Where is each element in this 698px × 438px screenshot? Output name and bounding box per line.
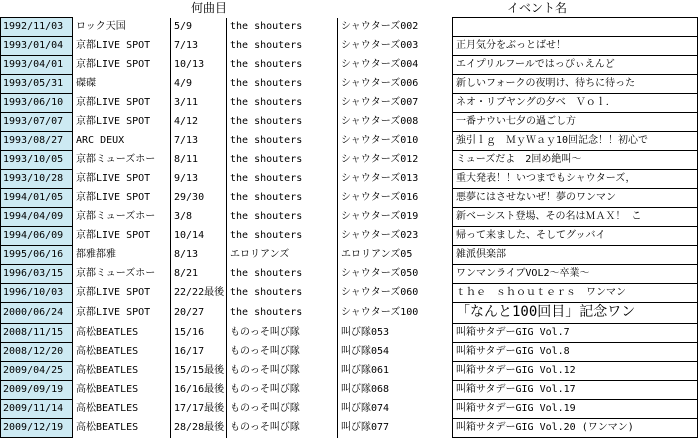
song-number-cell: 7/13	[171, 132, 227, 151]
song-count-header: 何曲目	[191, 1, 228, 15]
table-row	[1, 265, 698, 284]
venue-cell: 都雅都雅	[73, 246, 171, 265]
show-code-cell: シャウターズ008	[338, 113, 453, 132]
table-row	[1, 343, 698, 362]
artist-cell: ものっそ叫び隊	[227, 324, 338, 343]
table-row	[1, 56, 698, 75]
table-row	[1, 303, 698, 324]
artist-cell: the shouters	[227, 227, 338, 246]
date-cell: 1993/06/10	[1, 94, 73, 113]
venue-cell: ロック天国	[73, 18, 171, 37]
artist-cell: ものっそ叫び隊	[227, 400, 338, 419]
table-row	[1, 113, 698, 132]
table-row	[1, 132, 698, 151]
song-number-cell: 4/12	[171, 113, 227, 132]
show-code-cell: 叫び隊061	[338, 362, 453, 381]
event-name-cell: 正月気分をぶっとばせ！	[453, 37, 698, 56]
song-number-cell: 9/13	[171, 170, 227, 189]
show-code-cell: シャウターズ060	[338, 284, 453, 303]
date-cell: 1994/06/09	[1, 227, 73, 246]
song-number-cell: 4/9	[171, 75, 227, 94]
venue-cell: 京都LIVE SPOT	[73, 284, 171, 303]
show-code-cell: シャウターズ012	[338, 151, 453, 170]
event-name-cell	[453, 303, 698, 324]
table-row	[1, 208, 698, 227]
venue-cell: 京都LIVE SPOT	[73, 189, 171, 208]
artist-cell: the shouters	[227, 132, 338, 151]
song-number-cell: 8/13	[171, 246, 227, 265]
song-number-cell: 29/30	[171, 189, 227, 208]
event-header: イベント名	[507, 1, 568, 15]
table-row	[1, 189, 698, 208]
show-code-cell: シャウターズ004	[338, 56, 453, 75]
song-number-cell: 7/13	[171, 37, 227, 56]
show-code-cell: シャウターズ010	[338, 132, 453, 151]
event-name-cell: 一番ナウい七夕の過ごし方	[453, 113, 698, 132]
artist-cell: the shouters	[227, 151, 338, 170]
venue-cell: 京都ミューズホー	[73, 208, 171, 227]
date-cell: 2009/04/25	[1, 362, 73, 381]
song-number-cell: 28/28最後	[171, 419, 227, 438]
date-cell: 1993/04/01	[1, 56, 73, 75]
song-number-cell: 10/14	[171, 227, 227, 246]
date-cell: 2009/11/14	[1, 400, 73, 419]
table-body	[1, 18, 698, 438]
show-code-cell: シャウターズ023	[338, 227, 453, 246]
date-cell: 1993/05/31	[1, 75, 73, 94]
venue-cell: 京都LIVE SPOT	[73, 170, 171, 189]
show-code-cell: シャウターズ006	[338, 75, 453, 94]
artist-cell: the shouters	[227, 265, 338, 284]
show-code-cell: シャウターズ002	[338, 18, 453, 37]
table-row	[1, 151, 698, 170]
venue-cell: 京都LIVE SPOT	[73, 227, 171, 246]
venue-cell: 京都LIVE SPOT	[73, 303, 171, 324]
date-cell: 2008/12/20	[1, 343, 73, 362]
venue-cell: 京都ミューズホー	[73, 265, 171, 284]
table-row	[1, 324, 698, 343]
artist-cell: the shouters	[227, 208, 338, 227]
live-history-table	[0, 17, 698, 438]
artist-cell: the shouters	[227, 18, 338, 37]
event-name-cell: 雑派倶楽部	[453, 246, 698, 265]
event-name-cell: ｔｈｅ ｓｈｏｕｔｅｒｓ ワンマン	[453, 284, 698, 303]
date-cell: 1993/10/05	[1, 151, 73, 170]
song-number-cell: 3/8	[171, 208, 227, 227]
show-code-cell: 叫び隊068	[338, 381, 453, 400]
table-row	[1, 419, 698, 438]
song-number-cell: 17/17最後	[171, 400, 227, 419]
show-code-cell: シャウターズ016	[338, 189, 453, 208]
show-code-cell: シャウターズ003	[338, 37, 453, 56]
event-name-cell: ミューズだよ 2回め絶叫～	[453, 151, 698, 170]
table-row	[1, 75, 698, 94]
date-cell: 1995/06/16	[1, 246, 73, 265]
artist-cell: ものっそ叫び隊	[227, 343, 338, 362]
venue-cell: 高松BEATLES	[73, 400, 171, 419]
show-code-cell: 叫び隊077	[338, 419, 453, 438]
song-number-cell: 10/13	[171, 56, 227, 75]
event-name-cell: 重大発表！！いつまでもシャウターズ，	[453, 170, 698, 189]
venue-cell: 高松BEATLES	[73, 419, 171, 438]
table-row	[1, 400, 698, 419]
date-cell: 2000/06/24	[1, 303, 73, 324]
song-number-cell: 5/9	[171, 18, 227, 37]
venue-cell: 京都LIVE SPOT	[73, 94, 171, 113]
artist-cell: the shouters	[227, 189, 338, 208]
song-number-cell: 15/15最後	[171, 362, 227, 381]
show-code-cell: シャウターズ050	[338, 265, 453, 284]
table-row	[1, 227, 698, 246]
venue-cell: 高松BEATLES	[73, 362, 171, 381]
artist-cell: the shouters	[227, 170, 338, 189]
artist-cell: ものっそ叫び隊	[227, 419, 338, 438]
event-name-cell: 叫箱サタデーGIG Vol.8	[453, 343, 698, 362]
event-name-cell: 悪夢にはさせないぜ！夢のワンマン	[453, 189, 698, 208]
table-row	[1, 284, 698, 303]
event-name-cell: ワンマンライブVOL2～卒業～	[453, 265, 698, 284]
venue-cell: 高松BEATLES	[73, 343, 171, 362]
event-name-cell: 叫箱サタデーGIG Vol.12	[453, 362, 698, 381]
artist-cell: ものっそ叫び隊	[227, 362, 338, 381]
artist-cell: the shouters	[227, 94, 338, 113]
venue-cell: 磔磔	[73, 75, 171, 94]
artist-cell: エロリアンズ	[227, 246, 338, 265]
date-cell: 1994/01/05	[1, 189, 73, 208]
venue-cell: 京都LIVE SPOT	[73, 113, 171, 132]
show-code-cell: シャウターズ100	[338, 303, 453, 324]
event-name-text: 「なんと100回目」記念ワン	[456, 304, 636, 320]
table-header	[0, 0, 698, 17]
song-number-cell: 15/16	[171, 324, 227, 343]
event-name-cell: 叫箱サタデーGIG Vol.7	[453, 324, 698, 343]
artist-cell: the shouters	[227, 56, 338, 75]
date-cell: 1993/10/28	[1, 170, 73, 189]
date-cell: 1996/03/15	[1, 265, 73, 284]
song-number-cell: 16/16最後	[171, 381, 227, 400]
event-name-cell: 叫箱サタデーGIG Vol.19	[453, 400, 698, 419]
show-code-cell: エロリアンズ05	[338, 246, 453, 265]
table-row	[1, 18, 698, 37]
date-cell: 1993/07/07	[1, 113, 73, 132]
date-cell: 2009/12/19	[1, 419, 73, 438]
table-row	[1, 246, 698, 265]
song-number-cell: 16/17	[171, 343, 227, 362]
venue-cell: 京都LIVE SPOT	[73, 56, 171, 75]
artist-cell: ものっそ叫び隊	[227, 381, 338, 400]
table-row	[1, 381, 698, 400]
venue-cell: 京都ミューズホー	[73, 151, 171, 170]
table-row	[1, 94, 698, 113]
venue-cell: 高松BEATLES	[73, 324, 171, 343]
date-cell: 1993/01/04	[1, 37, 73, 56]
venue-cell: ARC DEUX	[73, 132, 171, 151]
song-number-cell: 8/21	[171, 265, 227, 284]
show-code-cell: シャウターズ019	[338, 208, 453, 227]
show-code-cell: 叫び隊053	[338, 324, 453, 343]
date-cell: 1992/11/03	[1, 18, 73, 37]
event-name-cell	[453, 18, 698, 37]
date-cell: 1996/10/03	[1, 284, 73, 303]
event-name-cell: 新しいフォークの夜明け、待ちに待った	[453, 75, 698, 94]
artist-cell: the shouters	[227, 113, 338, 132]
artist-cell: the shouters	[227, 37, 338, 56]
event-name-cell: 叫箱サタデーGIG Vol.20 (ワンマン)	[453, 419, 698, 438]
show-code-cell: 叫び隊074	[338, 400, 453, 419]
show-code-cell: シャウターズ013	[338, 170, 453, 189]
song-number-cell: 22/22最後	[171, 284, 227, 303]
event-name-cell: 帰って来ました、そしてグッバイ	[453, 227, 698, 246]
artist-cell: the shouters	[227, 303, 338, 324]
date-cell: 1994/04/09	[1, 208, 73, 227]
event-name-cell: ネオ・リブヤングの夕べ Ｖｏｌ．	[453, 94, 698, 113]
event-name-cell: 新ベーシスト登場、その名はＭＡＸ！ こ	[453, 208, 698, 227]
show-code-cell: 叫び隊054	[338, 343, 453, 362]
event-name-cell: 強引ｌｇ ＭｙＷａｙ10回記念！！初心で	[453, 132, 698, 151]
table-row	[1, 362, 698, 381]
date-cell: 1993/08/27	[1, 132, 73, 151]
artist-cell: the shouters	[227, 75, 338, 94]
show-code-cell: シャウターズ007	[338, 94, 453, 113]
table-row	[1, 170, 698, 189]
event-name-cell: エイプリルフールではっぴぃえんど	[453, 56, 698, 75]
date-cell: 2009/09/19	[1, 381, 73, 400]
event-name-cell: 叫箱サタデーGIG Vol.17	[453, 381, 698, 400]
artist-cell: the shouters	[227, 284, 338, 303]
song-number-cell: 20/27	[171, 303, 227, 324]
venue-cell: 高松BEATLES	[73, 381, 171, 400]
date-cell: 2008/11/15	[1, 324, 73, 343]
venue-cell: 京都LIVE SPOT	[73, 37, 171, 56]
song-number-cell: 3/11	[171, 94, 227, 113]
table-row	[1, 37, 698, 56]
song-number-cell: 8/11	[171, 151, 227, 170]
